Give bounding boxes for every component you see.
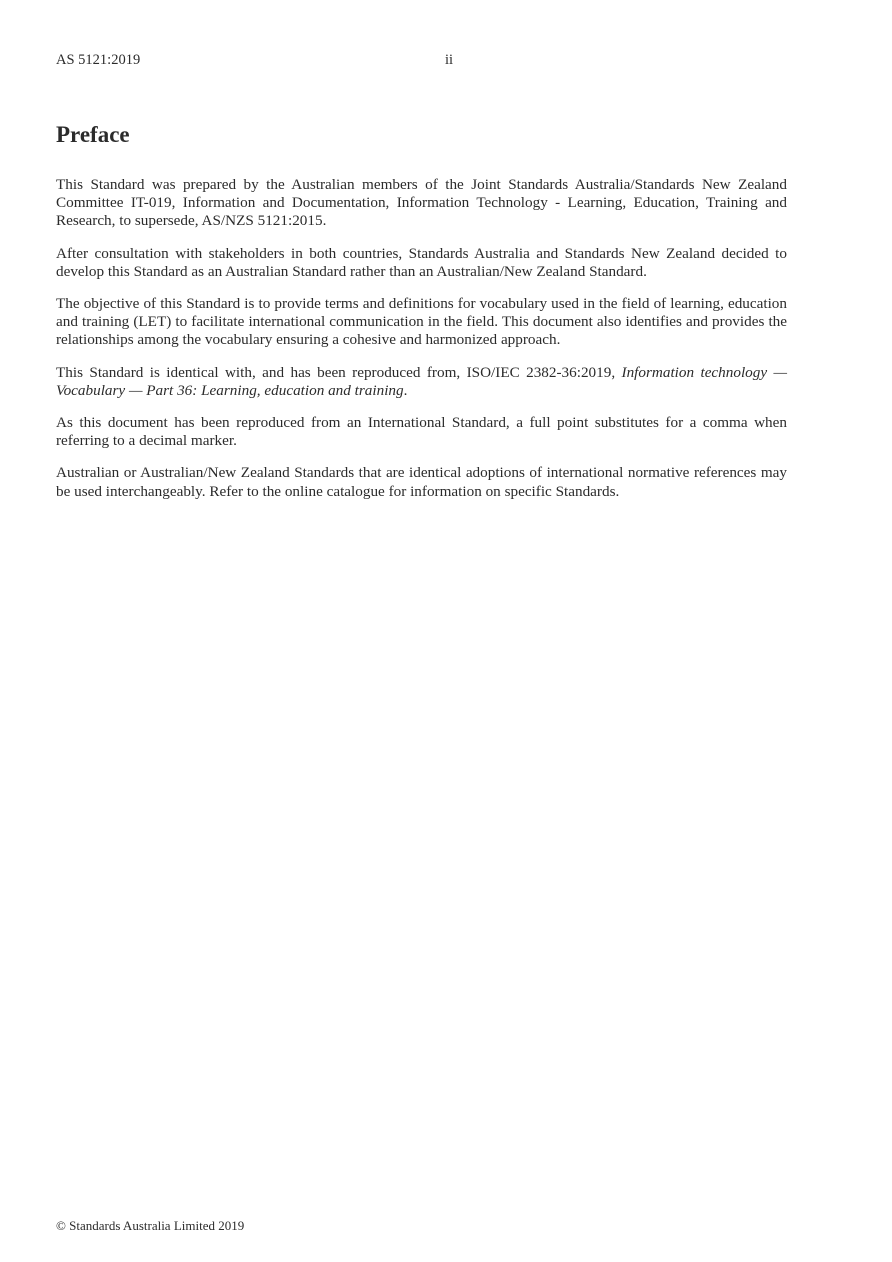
paragraph-text: This Standard is identical with, and has been reproduced from, ISO/IEC 2382-36:2019, — [56, 363, 622, 381]
page-header — [56, 52, 787, 72]
paragraph: This Standard was prepared by the Australian members of the Joint Standards Australia/Standards New Zealand Committee IT-019, Information and Documentation, Information Technology - Learning, Education, Training and Research, to supersede, AS/NZS 5121:2015. — [56, 176, 787, 230]
paragraph: After consultation with stakeholders in both countries, Standards Australia and Standards New Zealand decided to develop this Standard as an Australian Standard rather than an Australian/New Zealand Standard. — [56, 244, 787, 280]
paragraph: The objective of this Standard is to provide terms and definitions for vocabulary used in the field of learning, education and training (LET) to facilitate international communication in the field. This document also identifies and provides the relationships among the vocabulary ensuring a cohesive and harmonized approach. — [56, 295, 787, 349]
document-id: AS 5121:2019 — [56, 52, 141, 68]
copyright-footer: © Standards Australia Limited 2019 — [56, 1218, 245, 1233]
reference-title: Information technology — Vocabulary — Part 36: Learning, education and training — [56, 363, 787, 399]
paragraph: As this document has been reproduced from an International Standard, a full point substitutes for a comma when referring to a decimal marker. — [56, 414, 787, 450]
paragraph: Australian or Australian/New Zealand Standards that are identical adoptions of international normative references may be used interchangeably. Refer to the online catalogue for information on specific Standards. — [56, 464, 787, 500]
paragraph-text: . — [403, 381, 408, 399]
page-number: ii — [445, 52, 454, 68]
section-heading: Preface — [56, 122, 130, 147]
preface-body — [56, 176, 787, 515]
paragraph — [56, 364, 787, 400]
